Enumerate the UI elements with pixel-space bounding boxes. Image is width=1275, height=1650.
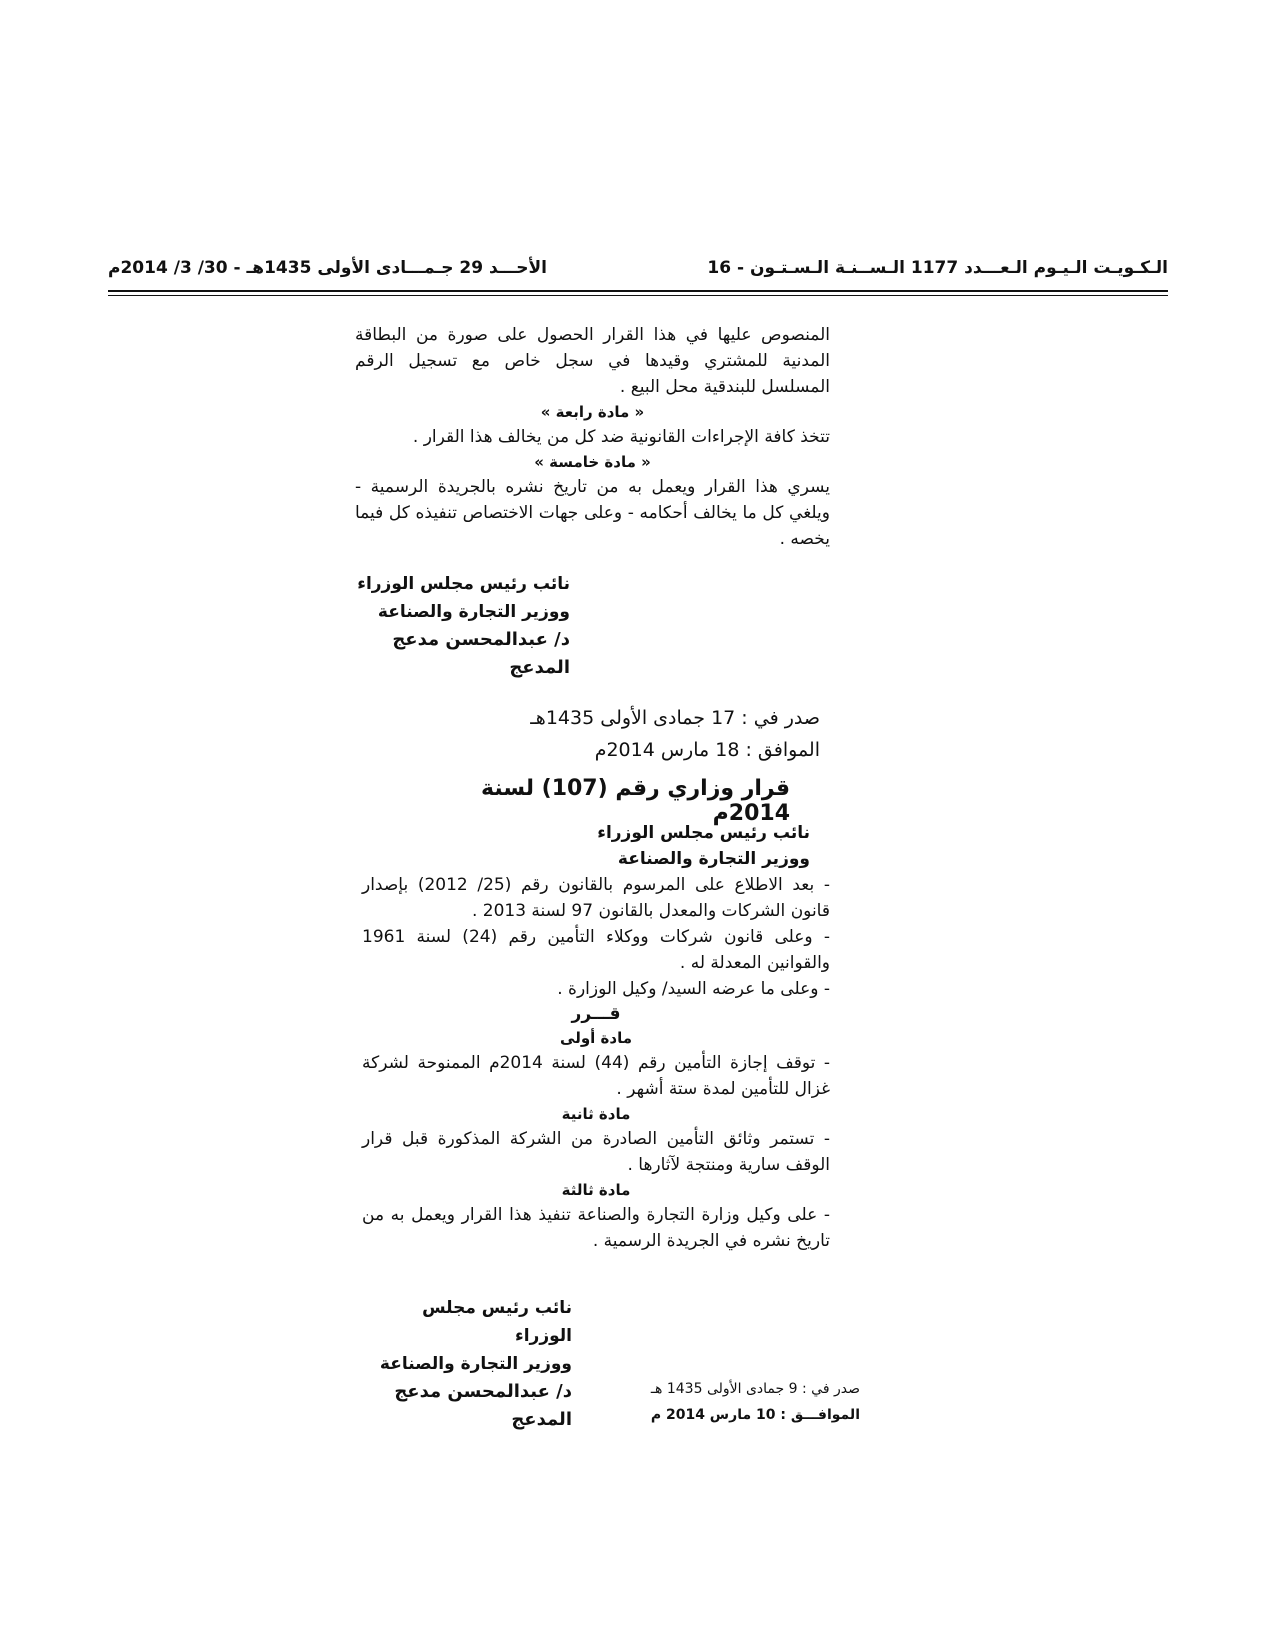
recital: - وعلى قانون شركات ووكلاء التأمين رقم (24) لسنة 1961 والقوانين المعدلة له . [362,927,831,973]
signature-block [362,1294,572,1434]
recital: - وعلى ما عرضه السيد/ وكيل الوزارة . [557,979,830,999]
signature-title: نائب رئيس مجلس الوزراء [422,1298,572,1346]
header-rule-thin [108,295,1168,296]
article-heading: « مادة رابعة » [540,403,645,421]
article-text: يسري هذا القرار ويعمل به من تاريخ نشره بالجريدة الرسمية - ويلغي كل ما يخالف أحكامه - وعلى جهات الاختصاص تنفيذه كل فيما يخصه . [355,477,830,549]
authority-line: ووزير التجارة والصناعة [617,849,810,869]
signature-block [355,570,570,682]
issued-gregorian: الموافق : 18 مارس 2014م [594,739,820,761]
decision-body [362,820,830,1254]
article-text: تتخذ كافة الإجراءات القانونية ضد كل من يخالف هذا القرار . [412,427,830,447]
decided-heading: قـــرر [571,1004,621,1024]
paragraph-continued: المنصوص عليها في هذا القرار الحصول على صورة من البطاقة المدنية للمشتري وقيدها في سجل خاص مع تسجيل الرقم المسلسل للبندقية محل البيع . [355,325,830,397]
issued-hijri: صدر في : 9 جمادى الأولى 1435 هـ [650,1381,860,1397]
signature-name: د/ عبدالمحسن مدعج المدعج [392,629,570,678]
issued-gregorian: الموافـــق : 10 مارس 2014 م [650,1407,860,1423]
header-issue-info: الـكـويـت الـيـوم الـعـــدد 1177 الـســنـة الـسـتـون - 16 [707,258,1168,278]
header-date: الأحـــد 29 جـمـــادى الأولى 1435هـ - 30/ 3/ 2014م [108,258,547,278]
section-continued [355,322,830,552]
page-header [108,258,1168,288]
authority-line: نائب رئيس مجلس الوزراء [597,823,810,843]
recital: - بعد الاطلاع على المرسوم بالقانون رقم (25/ 2012) بإصدار قانون الشركات والمعدل بالقانون 97 لسنة 2013 . [362,875,830,921]
issue-date-block [610,1376,860,1428]
article-text: - توقف إجازة التأمين رقم (44) لسنة 2014م الممنوحة لشركة غزال للتأمين لمدة ستة أشهر . [362,1053,830,1099]
article-text: - تستمر وثائق التأمين الصادرة من الشركة المذكورة قبل قرار الوقف سارية ومنتجة لآثارها . [362,1129,830,1175]
signature-name: د/ عبدالمحسن مدعج المدعج [394,1381,572,1430]
article-heading: مادة ثانية [561,1105,631,1123]
article-heading: مادة ثالثة [561,1181,631,1199]
decision-title: قرار وزاري رقم (107) لسنة 2014م [481,776,790,826]
article-text: - على وكيل وزارة التجارة والصناعة تنفيذ هذا القرار ويعمل به من تاريخ نشره في الجريدة الرسمية . [362,1205,830,1251]
issued-hijri: صدر في : 17 جمادى الأولى 1435هـ [530,707,820,729]
signature-title: نائب رئيس مجلس الوزراء [357,574,570,594]
signature-position: ووزير التجارة والصناعة [379,1354,572,1374]
signature-position: ووزير التجارة والصناعة [377,602,570,622]
article-heading: « مادة خامسة » [534,453,651,471]
article-heading: مادة أولى [560,1029,632,1047]
header-rule [108,290,1168,292]
issue-date-block [480,702,820,766]
